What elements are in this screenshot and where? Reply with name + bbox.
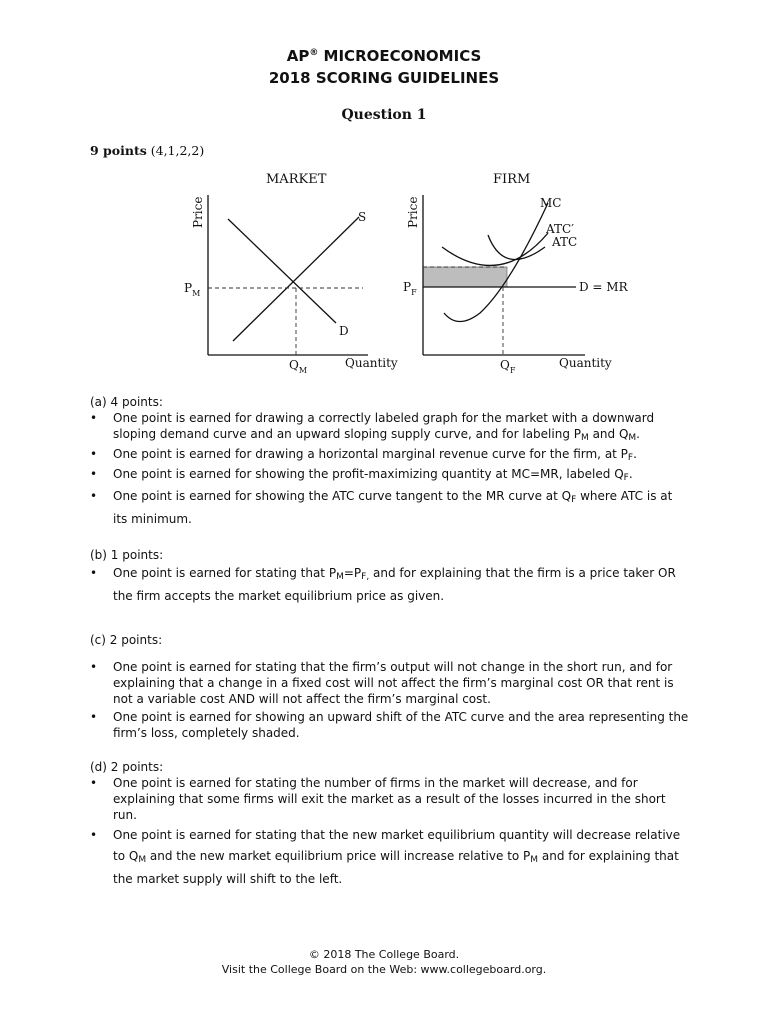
part-c-bullet-2: • One point is earned for showing an upward shift of the ATC curve and the area representing the firm’s loss, completely shaded. bbox=[90, 709, 690, 741]
part-b-list bbox=[90, 563, 690, 607]
header-subject: MICROECONOMICS bbox=[318, 47, 482, 65]
firm-atc-curve bbox=[488, 235, 545, 260]
part-a-bullet-1: • One point is earned for drawing a correctly labeled graph for the market with a downward sloping demand curve and an upward sloping supply curve, and for labeling PM and QM. bbox=[90, 410, 690, 444]
part-a-bullet-3: • One point is earned for showing the profit-maximizing quantity at MC=MR, labeled QF. bbox=[90, 466, 690, 484]
market-title: MARKET bbox=[266, 172, 327, 187]
points-total: 9 points bbox=[90, 143, 147, 158]
firm-mc-curve bbox=[444, 203, 548, 322]
firm-graph bbox=[403, 172, 629, 375]
part-c-heading: (c) 2 points: bbox=[90, 633, 163, 647]
firm-atc-label: ATC bbox=[552, 235, 578, 249]
part-a-bullet-2: • One point is earned for drawing a horizontal marginal revenue curve for the firm, at PF. bbox=[90, 446, 690, 464]
points-summary bbox=[90, 143, 204, 158]
firm-title: FIRM bbox=[493, 172, 531, 187]
part-d-bullet-1: • One point is earned for stating the number of firms in the market will decrease, and for explaining that some firms will exit the market as a result of the losses incurred in the short run. bbox=[90, 775, 690, 823]
part-a-bullet-4: • One point is earned for showing the ATC curve tangent to the MR curve at QF where ATC is at its minimum. bbox=[90, 486, 690, 530]
part-c-list bbox=[90, 659, 690, 741]
market-demand-curve bbox=[228, 219, 336, 323]
part-b-bullet-1: • One point is earned for stating that PM=PF, and for explaining that the firm is a price taker OR the firm accepts the market equilibrium price as given. bbox=[90, 563, 690, 607]
part-d-heading: (d) 2 points: bbox=[90, 760, 164, 774]
market-graph bbox=[184, 172, 398, 375]
header-registered-mark: ® bbox=[309, 48, 319, 58]
footer-copyright: © 2018 The College Board. bbox=[308, 948, 460, 961]
part-d-bullet-2: • One point is earned for stating that the new market equilibrium quantity will decrease relative to QM and the new market equilibrium price will increase relative to PM and for explaining that the market supply will shift to the left. bbox=[90, 825, 690, 890]
firm-mc-label: MC bbox=[540, 196, 562, 210]
scoring-content bbox=[90, 394, 690, 892]
firm-atc-new-label: ATC′ bbox=[546, 222, 574, 236]
doc-header-title bbox=[0, 47, 768, 65]
part-c-bullet-1: • One point is earned for stating that the firm’s output will not change in the short run, and for explaining that a change in a fixed cost will not affect the firm’s marginal cost OR that rent is not a variable cost AND will not affect the firm’s marginal cost. bbox=[90, 659, 690, 707]
points-breakdown: (4,1,2,2) bbox=[146, 143, 205, 158]
doc-header-subtitle: 2018 SCORING GUIDELINES bbox=[268, 69, 500, 87]
footer-visit-line: Visit the College Board on the Web: www.collegeboard.org. bbox=[221, 963, 547, 976]
part-a-list bbox=[90, 410, 690, 530]
market-firm-graphs bbox=[170, 165, 630, 380]
market-y-axis-label: Price bbox=[191, 196, 205, 228]
market-demand-label: D bbox=[339, 324, 349, 338]
firm-quantity-label: $Q_F$ bbox=[500, 358, 516, 375]
market-supply-label: S bbox=[358, 210, 367, 224]
market-price-label: $P_M$ bbox=[184, 281, 201, 298]
firm-price-label: $P_F$ bbox=[403, 280, 417, 297]
market-supply-curve bbox=[233, 217, 359, 341]
firm-y-axis-label: Price bbox=[406, 196, 420, 228]
firm-dmr-label: D = MR bbox=[579, 280, 628, 294]
market-x-axis-label: Quantity bbox=[345, 356, 398, 370]
part-b-heading: (b) 1 points: bbox=[90, 548, 164, 562]
market-quantity-label: $Q_M$ bbox=[289, 358, 308, 375]
firm-x-axis-label: Quantity bbox=[559, 356, 612, 370]
part-a-heading: (a) 4 points: bbox=[90, 395, 163, 409]
header-ap: AP bbox=[286, 47, 310, 65]
part-d-list bbox=[90, 775, 690, 890]
question-title: Question 1 bbox=[341, 107, 427, 123]
firm-loss-area-shaded bbox=[423, 267, 507, 287]
